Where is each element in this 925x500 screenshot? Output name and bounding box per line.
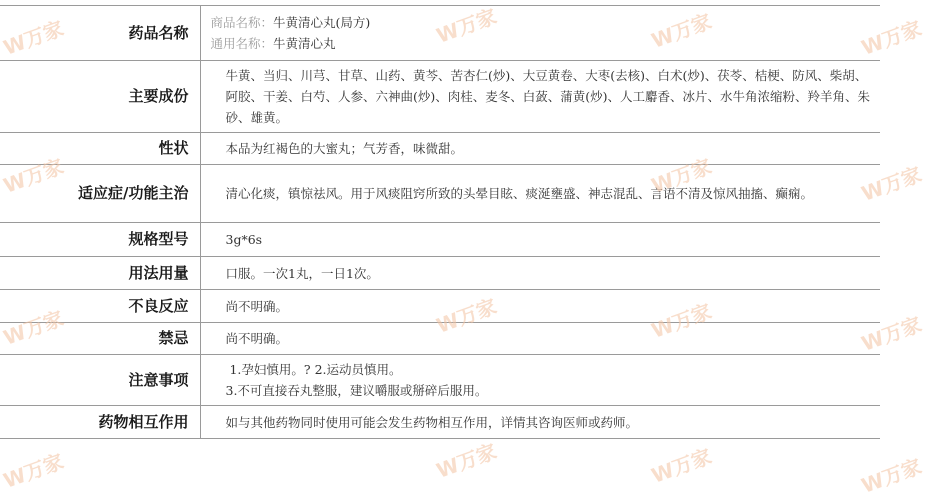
row-adverse [0, 290, 880, 323]
trade-name-value: 牛黄清心丸(局方) [273, 15, 371, 30]
watermark-logo: W万家 [0, 154, 67, 198]
row-dosage [0, 257, 880, 290]
precautions-line-1: 1.孕妇慎用。? 2.运动员慎用。 [225, 362, 402, 377]
watermark-logo: W万家 [648, 444, 715, 488]
drug-name-label: 药品名称 [0, 6, 200, 61]
watermark-logo: W万家 [433, 294, 500, 338]
drug-info-table [0, 5, 880, 439]
precautions-line-2: 3.不可直接吞丸整服，建议嚼服或掰碎后服用。 [225, 383, 488, 398]
ingredients-label: 主要成份 [0, 61, 200, 133]
watermark-logo: W万家 [433, 4, 500, 48]
row-drug-name [0, 6, 880, 61]
row-appearance [0, 133, 880, 165]
trade-name-prefix: 商品名称： [210, 15, 274, 30]
ingredients-value [200, 61, 880, 133]
precautions-value [200, 355, 880, 406]
adverse-value: 尚不明确。 [200, 290, 880, 323]
dosage-value: 口服。一次1丸，一日1次。 [200, 257, 880, 290]
row-interactions [0, 406, 880, 439]
row-ingredients [0, 61, 880, 133]
spec-label: 规格型号 [0, 223, 200, 257]
indications-value [200, 165, 880, 223]
generic-name-value: 牛黄清心丸 [273, 36, 336, 51]
watermark-logo: W万家 [0, 449, 67, 493]
watermark-logo: W万家 [858, 162, 925, 206]
ingredients-text: 牛黄、当归、川芎、甘草、山药、黄芩、苦杏仁(炒)、大豆黄卷、大枣(去核)、白术(炒)、茯苓、桔梗、防风、柴胡、阿胶、干姜、白芍、人参、六神曲(炒)、肉桂、麦冬、白蔹、蒲黄(炒)、人工麝香、冰片、水牛角浓缩粉、羚羊角、朱砂、雄黄。 [225, 68, 871, 125]
contraindications-value: 尚不明确。 [200, 323, 880, 355]
interactions-label: 药物相互作用 [0, 406, 200, 439]
row-spec [0, 223, 880, 257]
watermark-logo: W万家 [0, 306, 67, 350]
adverse-label: 不良反应 [0, 290, 200, 323]
watermark-logo: W万家 [858, 16, 925, 60]
row-precautions [0, 355, 880, 406]
generic-name-prefix: 通用名称： [210, 36, 274, 51]
row-contraindications [0, 323, 880, 355]
indications-text: 清心化痰，镇惊祛风。用于风痰阻窍所致的头晕目眩、痰涎壅盛、神志混乱、言语不清及惊风抽搐、癫痫。 [225, 186, 814, 201]
contraindications-label: 禁忌 [0, 323, 200, 355]
watermark-logo: W万家 [433, 439, 500, 483]
row-indications [0, 165, 880, 223]
watermark-logo: W万家 [648, 299, 715, 343]
watermark-logo: W万家 [648, 154, 715, 198]
interactions-value: 如与其他药物同时使用可能会发生药物相互作用，详情其咨询医师或药师。 [200, 406, 880, 439]
appearance-label: 性状 [0, 133, 200, 165]
indications-label: 适应症/功能主治 [0, 165, 200, 223]
watermark-logo: W万家 [648, 9, 715, 53]
watermark-logo: W万家 [858, 454, 925, 498]
watermark-logo: W万家 [858, 312, 925, 356]
watermark-logo: W万家 [0, 16, 67, 60]
precautions-label: 注意事项 [0, 355, 200, 406]
appearance-value: 本品为红褐色的大蜜丸；气芳香，味微甜。 [200, 133, 880, 165]
dosage-label: 用法用量 [0, 257, 200, 290]
drug-name-value [200, 6, 880, 61]
spec-value: 3g*6s [200, 223, 880, 257]
